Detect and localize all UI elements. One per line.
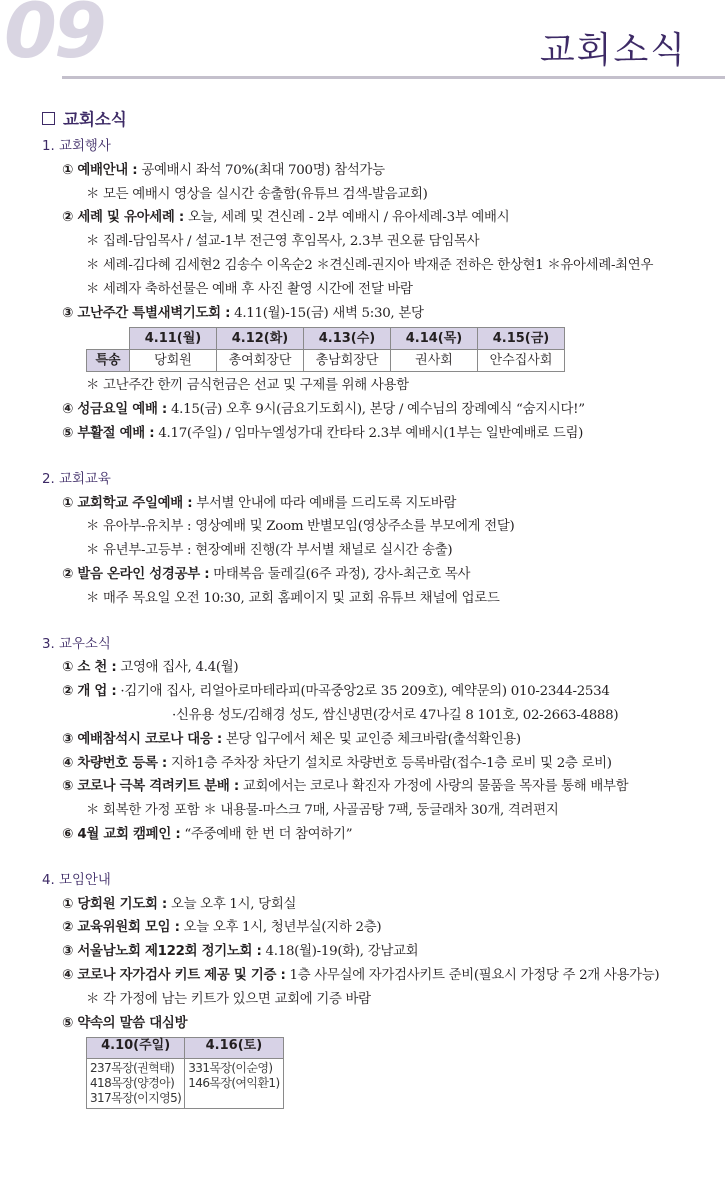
page-title: 교회소식 [539,30,687,71]
item-line [62,563,470,587]
item-label: ② 교육위원회 모임 : [62,920,180,936]
table-header-date: 4.16(토) [185,1038,283,1059]
note-line [86,799,558,823]
item-text: 오늘 오후 1시, 당회실 [167,896,297,912]
note-line [86,539,452,563]
item-text: ＊ 세례자 축하선물은 예배 후 사진 촬영 시간에 전달 바람 [86,281,413,297]
note-line [86,374,409,398]
item-text: ＊ 각 가정에 남는 키트가 있으면 교회에 기증 바람 [86,991,371,1007]
category-lines [0,893,725,1036]
header-rule [62,76,725,79]
table-corner [87,328,130,350]
category-title: 2. 교회교육 [42,471,111,487]
page-number: 09 [4,0,104,75]
item-text: 오늘 오후 1시, 청년부실(지하 2층) [179,920,382,936]
item-label: ⑤ 부활절 예배 : [62,425,155,441]
table-header-day: 4.14(목) [391,328,478,350]
item-text: 교회에서는 코로나 확진자 가정에 사랑의 물품을 목자를 통해 배부함 [238,779,629,795]
visit-entry: 331목장(이순영) [188,1061,273,1076]
item-line [62,964,659,988]
continuation-line [172,704,618,728]
table-header-day: 4.12(화) [217,328,304,350]
visit-entry: 317목장(이지영5) [90,1091,182,1106]
item-line [62,302,424,326]
visit-entry: 146목장(여익환1) [188,1076,280,1091]
visit-column [87,1059,185,1109]
item-label: ⑥ 4월 교회 캠페인 : [62,826,181,842]
category-title: 1. 교회행사 [42,139,111,154]
item-text: 오늘, 세례 및 견신례 - 2부 예배시 / 유아세례-3부 예배시 [184,210,510,226]
item-text: 마태복음 둘레길(6주 과정), 강사-최근호 목사 [209,566,471,582]
item-line [62,916,381,940]
content [0,105,725,1109]
item-label: ② 개 업 : [62,684,117,700]
item-text: ＊ 모든 예배시 영상을 실시간 송출함(유튜브 검색-발음교회) [86,186,428,202]
item-text: 4.17(주일) / 임마누엘성가대 칸타타 2.3부 예배시(1부는 일반예배로 드림) [154,425,584,441]
item-label: ② 발음 온라인 성경공부 : [62,566,210,582]
item-text: 지하1층 주차장 차단기 설치로 차량번호 등록바람(접수-1층 로비 및 2층 로비) [167,755,612,771]
visit-column [185,1059,283,1109]
item-text: ＊ 유년부-고등부 : 현장예배 진행(각 부서별 채널로 실시간 송출) [86,543,453,559]
item-label: ① 소 천 : [62,660,117,676]
checkbox-icon [42,112,55,125]
item-text: 본당 입구에서 체온 및 교인증 체크바람(출석확인용) [221,731,521,747]
category-lines [0,656,725,846]
item-label: ④ 차량번호 등록 : [62,755,167,771]
visit-schedule-table [86,1037,284,1109]
item-line [62,728,521,752]
table-cell: 권사회 [391,350,478,372]
item-text: 4.18(월)-19(화), 강남교회 [261,944,419,960]
item-label: ⑤ 약속의 말씀 대심방 [62,1015,188,1031]
table-cell: 총여회장단 [217,350,304,372]
item-label: ③ 서울남노회 제122회 정기노회 : [62,944,262,960]
item-text: ＊ 매주 목요일 오전 10:30, 교회 홈페이지 및 교회 유튜브 채널에 업로드 [86,590,500,606]
table-cell: 안수집사회 [478,350,565,372]
item-text: 고영애 집사, 4.4(월) [116,660,239,676]
item-line [62,422,583,446]
item-label: ④ 성금요일 예배 : [62,402,167,418]
category-title: 4. 모임안내 [42,872,111,888]
item-label: ① 예배안내 : [62,162,138,178]
table-cell: 당회원 [130,350,217,372]
item-line [62,656,238,680]
item-text: ·신유용 성도/김해경 성도, 쌈신냉면(강서로 47나길 8 101호, 02-2663-4888) [172,707,619,723]
item-line [62,492,456,516]
item-label: ① 교회학교 주일예배 : [62,495,193,511]
item-line [62,940,418,964]
visit-entry: 237목장(권혁태) [90,1061,175,1076]
item-text: 4.15(금) 오후 9시(금요기도회시), 본당 / 예수님의 장례예식 “숨지시다!” [167,402,585,418]
note-line [86,988,371,1012]
item-text: 공예배시 좌석 70%(최대 700명) 참석가능 [137,162,385,178]
note-line [86,183,428,207]
table-header-day: 4.13(수) [304,328,391,350]
visit-entry: 418목장(양경아) [90,1076,175,1091]
table-header-day: 4.11(월) [130,328,217,350]
item-label: ③ 예배참석시 코로나 대응 : [62,731,222,747]
item-line [62,680,610,704]
category-lines [0,374,725,445]
item-text: ＊ 회복한 가정 포함 ＊ 내용물-마스크 7매, 사골곰탕 7팩, 둥글래차 30개, 격려편지 [86,803,559,819]
item-line [62,893,296,917]
item-label: ⑤ 코로나 극복 격려키트 분배 : [62,779,239,795]
item-text: ＊ 세례-김다혜 김세현2 김송수 이옥순2 ＊견신례-권지아 박재준 전하은 한상현1 ＊유아세례-최연우 [86,257,654,273]
category-lines [0,159,725,326]
category-lines [0,492,725,611]
category-title: 3. 교우소식 [42,636,111,652]
item-label: ② 세례 및 유아세례 : [62,210,184,226]
item-line [62,775,628,799]
section-title [42,105,725,135]
note-line [86,230,479,254]
item-label: ③ 고난주간 특별새벽기도회 : [62,305,231,321]
item-text: 4.11(월)-15(금) 새벽 5:30, 본당 [230,305,424,321]
item-label: ④ 코로나 자가검사 키트 제공 및 기증 : [62,967,286,983]
item-line [62,752,612,776]
note-line [86,278,413,302]
item-text: ＊ 집례-담임목사 / 설교-1부 전근영 후임목사, 2.3부 권오륜 담임목사 [86,234,480,250]
note-line [86,515,514,539]
note-line [86,254,653,278]
item-line [62,398,585,422]
item-line [62,1012,187,1036]
prayer-schedule-table [86,327,565,372]
item-line [62,823,352,847]
table-cell: 총남회장단 [304,350,391,372]
note-line [86,587,500,611]
item-text: ＊ 고난주간 한끼 금식헌금은 선교 및 구제를 위해 사용함 [86,378,409,394]
table-row-label: 특송 [87,350,130,372]
item-label: ① 당회원 기도회 : [62,896,167,912]
item-text: ＊ 유아부-유치부 : 영상예배 및 Zoom 반별모임(영상주소를 부모에게 전달) [86,519,515,535]
table-header-day: 4.15(금) [478,328,565,350]
item-line [62,206,509,230]
section-title-text: 교회소식 [63,110,127,129]
item-text: 부서별 안내에 따라 예배를 드리도록 지도바람 [192,495,457,511]
item-text: “주중예배 한 번 더 참여하기” [180,826,353,842]
table-header-date: 4.10(주일) [87,1038,185,1059]
item-text: ·김기애 집사, 리얼아로마테라피(마곡중앙2로 35 209호), 예약문의) 010-2344-2534 [116,684,610,700]
item-line [62,159,385,183]
item-text: 1층 사무실에 자가검사키트 준비(필요시 가정당 주 2개 사용가능) [285,967,660,983]
